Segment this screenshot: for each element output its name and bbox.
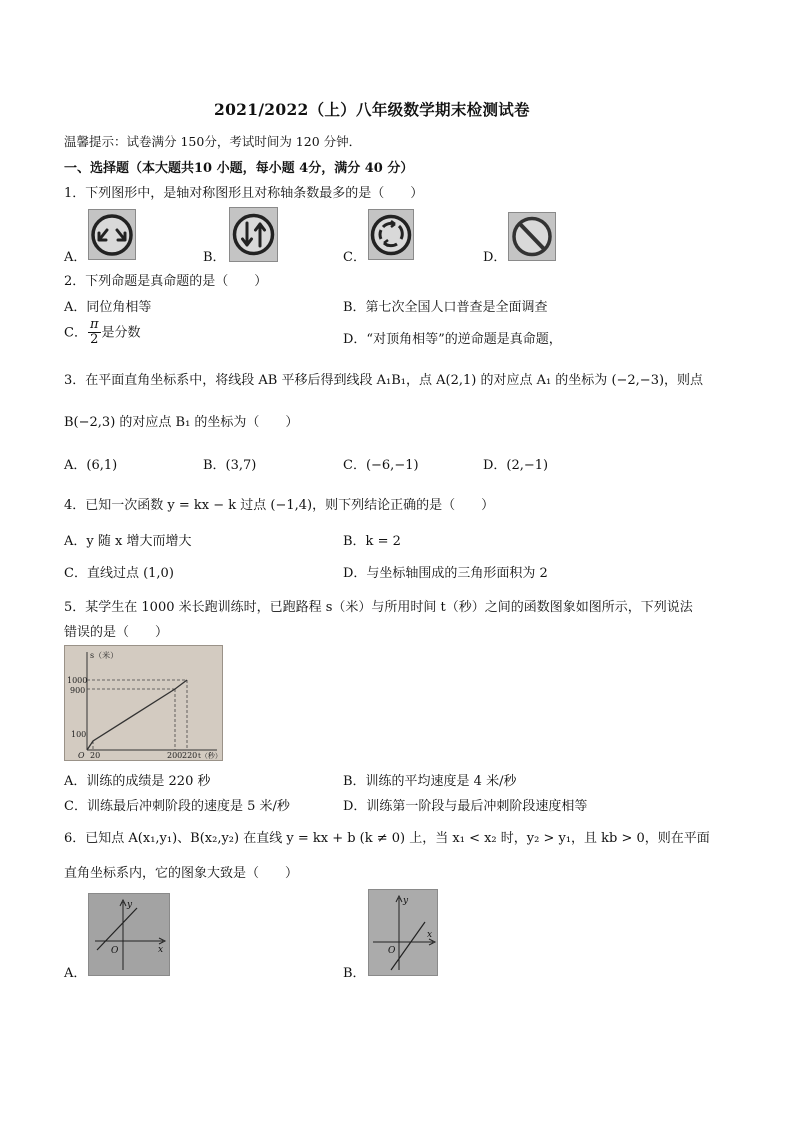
axis-x-label: x bbox=[427, 930, 433, 940]
q6-graph-b bbox=[368, 889, 438, 976]
q4-option-c: C．直线过点 (1,0) bbox=[64, 566, 174, 581]
q1-option-a-label: A． bbox=[64, 250, 87, 265]
s-axis-label: s（米） bbox=[90, 651, 119, 660]
q1-option-b-label: B． bbox=[203, 250, 226, 265]
q3-option-c: C．(−6,−1) bbox=[343, 458, 419, 473]
origin-label: O bbox=[78, 751, 85, 760]
q6-stem-line1: 6．已知点 A(x₁,y₁)、B(x₂,y₂) 在直线 y = kx + b (k ≠ 0) 上，当 x₁ < x₂ 时，y₂ > y₁，且 kb > 0，则在平面 bbox=[64, 831, 710, 846]
q1-stem: 1．下列图形中，是轴对称图形且对称轴条数最多的是（ ） bbox=[64, 186, 424, 201]
axis-x-label: x bbox=[158, 945, 164, 955]
q2-option-c-label: C． bbox=[64, 325, 87, 341]
q2-option-c bbox=[64, 318, 141, 348]
page-title: 2021/2022（上）八年级数学期末检测试卷 bbox=[214, 100, 530, 119]
up-down-arrows-sign-icon bbox=[229, 207, 278, 262]
q5-stem-line2: 错误的是（ ） bbox=[64, 625, 169, 640]
exam-tip: 温馨提示：试卷满分 150分，考试时间为 120 分钟． bbox=[64, 134, 362, 149]
q4-option-d: D．与坐标轴围成的三角形面积为 2 bbox=[343, 566, 548, 581]
q3-stem-line1: 3．在平面直角坐标系中，将线段 AB 平移后得到线段 A₁B₁，点 A(2,1) 的对应点 A₁ 的坐标为 (−2,−3)，则点 bbox=[64, 373, 704, 388]
q4-option-b: B．k = 2 bbox=[343, 534, 401, 549]
q5-option-a: A．训练的成绩是 220 秒 bbox=[64, 774, 211, 789]
tick-1000: 1000 bbox=[67, 676, 88, 685]
tick-220: 220 bbox=[182, 751, 198, 760]
axis-y-label: y bbox=[403, 896, 409, 906]
q3-option-d: D．(2,−1) bbox=[483, 458, 549, 473]
q2-stem: 2．下列命题是真命题的是（ ） bbox=[64, 274, 268, 289]
roundabout-sign-icon bbox=[368, 209, 414, 260]
section-heading: 一、选择题（本大题共10 小题，每小题 4分，满分 40 分） bbox=[64, 161, 414, 176]
fraction-denominator: 2 bbox=[90, 332, 99, 348]
q6-graph-a bbox=[88, 893, 170, 976]
q2-option-b: B．第七次全国人口普查是全面调查 bbox=[343, 300, 548, 315]
q2-option-c-text: 是分数 bbox=[101, 325, 141, 341]
tick-100: 100 bbox=[71, 730, 87, 739]
q4-option-a: A．y 随 x 增大而增大 bbox=[64, 534, 192, 549]
q5-option-b: B．训练的平均速度是 4 米/秒 bbox=[343, 774, 517, 789]
q2-option-d: D．“对顶角相等”的逆命题是真命题， bbox=[343, 332, 562, 347]
q5-stem-line1: 5．某学生在 1000 米长跑训练时，已跑路程 s（米）与所用时间 t（秒）之间的函数图象如图所示，下列说法 bbox=[64, 600, 693, 615]
t-axis-label: t（秒） bbox=[198, 752, 222, 760]
q6-stem-line2: 直角坐标系内，它的图象大致是（ ） bbox=[64, 866, 299, 881]
q6-option-b-label: B． bbox=[343, 966, 366, 981]
fraction-numerator: π bbox=[89, 317, 99, 332]
q3-stem-line2: B(−2,3) 的对应点 B₁ 的坐标为（ ） bbox=[64, 415, 299, 430]
prohibition-sign-icon bbox=[508, 212, 556, 261]
diagonal-arrows-sign-icon bbox=[88, 209, 136, 260]
q6-option-a-label: A． bbox=[64, 966, 87, 981]
pi-over-2-fraction bbox=[88, 318, 101, 348]
q4-stem: 4．已知一次函数 y = kx − k 过点 (−1,4)，则下列结论正确的是（ ） bbox=[64, 498, 495, 513]
axis-y-label: y bbox=[127, 900, 133, 910]
origin-label: O bbox=[388, 946, 396, 956]
tick-900: 900 bbox=[70, 686, 86, 695]
q1-option-d-label: D． bbox=[483, 250, 507, 265]
q5-option-c: C．训练最后冲刺阶段的速度是 5 米/秒 bbox=[64, 799, 290, 814]
q5-option-d: D．训练第一阶段与最后冲刺阶段速度相等 bbox=[343, 799, 588, 814]
origin-label: O bbox=[111, 946, 119, 956]
tick-20: 20 bbox=[90, 751, 101, 760]
tick-200: 200 bbox=[167, 751, 183, 760]
q2-option-a: A．同位角相等 bbox=[64, 300, 152, 315]
q1-option-c-label: C． bbox=[343, 250, 366, 265]
q3-option-b: B．(3,7) bbox=[203, 458, 257, 473]
distance-time-graph bbox=[64, 645, 223, 761]
q3-option-a: A．(6,1) bbox=[64, 458, 118, 473]
